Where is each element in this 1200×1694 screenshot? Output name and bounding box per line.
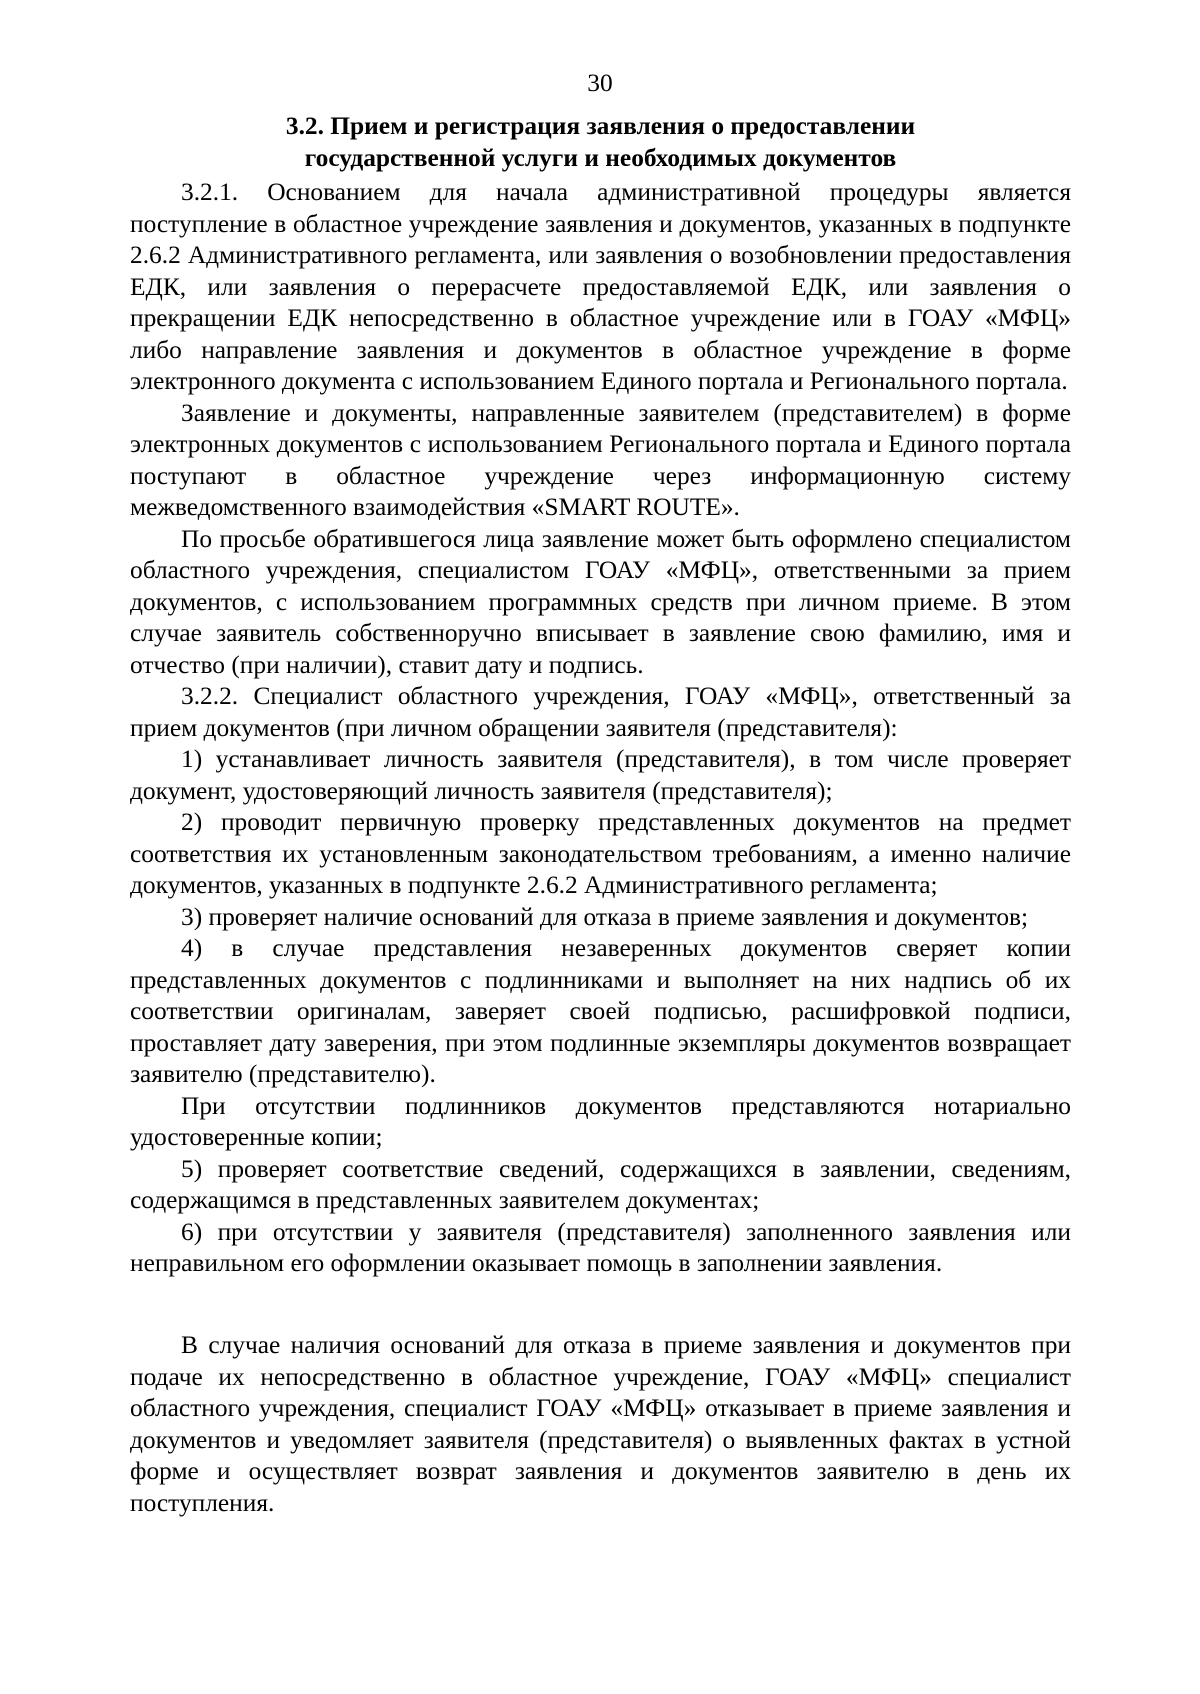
paragraph-3-2-1: 3.2.1. Основанием для начала административной процедуры является поступление в областное учреждение заявления и документов, указанных в подпункте 2.6.2 Административного регламента, или заявления о возобновлении предоставления ЕДК, или заявления о перерасчете предоставляемой ЕДК, или заявления о прекращении ЕДК непосредственно в областное учреждение или в ГОАУ «МФЦ» либо направление заявления и документов в областное учреждение в форме электронного документа с использованием Единого портала и Регионального портала. xyxy=(130,178,1071,395)
paragraph-electronic-submission: Заявление и документы, направленные заявителем (представителем) в форме электронных документов с использованием Регионального портала и Единого портала поступают в областное учреждение через информационную систему межведомственного взаимодействия «SMART ROUTE». xyxy=(130,398,1071,521)
document-body-closing xyxy=(130,1330,1071,1519)
paragraph-refusal: В случае наличия оснований для отказа в приеме заявления и документов при подаче их непосредственно в областное учреждение, ГОАУ «МФЦ» специалист областного учреждения, специалист ГОАУ «МФЦ» отказывает в приеме заявления и документов и уведомляет заявителя (представителя) о выявленных фактах в устной форме и осуществляет возврат заявления и документов заявителю в день их поступления. xyxy=(130,1331,1071,1517)
section-heading xyxy=(130,111,1071,174)
list-item-4: 4) в случае представления незаверенных документов сверяет копии представленных документов с подлинниками и выполняет на них надпись об их соответствии оригиналам, заверяет своей подписью, расшифровкой подписи, проставляет дату заверения, при этом подлинные экземпляры документов возвращает заявителю (представителю). xyxy=(130,934,1071,1088)
document-body xyxy=(130,177,1071,1280)
list-item-2: 2) проводит первичную проверку представленных документов на предмет соответствия их установленным законодательством требованиям, а именно наличие документов, указанных в подпункте 2.6.2 Административного регламента; xyxy=(130,808,1071,899)
paragraph-notarized-copies: При отсутствии подлинников документов представляются нотариально удостоверенные копии; xyxy=(130,1091,1071,1151)
page-number: 30 xyxy=(587,69,613,97)
list-item-6: 6) при отсутствии у заявителя (представителя) заполненного заявления или неправильном его оформлении оказывает помощь в заполнении заявления. xyxy=(130,1217,1071,1277)
list-item-1: 1) устанавливает личность заявителя (представителя), в том числе проверяет документ, удостоверяющий личность заявителя (представителя); xyxy=(130,745,1071,805)
section-heading-line-2: государственной услуги и необходимых документов xyxy=(304,143,897,172)
paragraph-3-2-2: 3.2.2. Специалист областного учреждения, ГОАУ «МФЦ», ответственный за прием документов (при личном обращении заявителя (представителя): xyxy=(130,682,1071,742)
section-heading-line-1: 3.2. Прием и регистрация заявления о предоставлении xyxy=(285,112,916,140)
paragraph-form-by-specialist: По просьбе обратившегося лица заявление может быть оформлено специалистом областного учреждения, специалистом ГОАУ «МФЦ», ответственными за прием документов, с использованием программных средств при личном приеме. В этом случае заявитель собственноручно вписывает в заявление свою фамилию, имя и отчество (при наличии), ставит дату и подпись. xyxy=(130,524,1071,679)
list-item-5: 5) проверяет соответствие сведений, содержащихся в заявлении, сведениям, содержащимся в представленных заявителем документах; xyxy=(130,1154,1071,1214)
list-item-3: 3) проверяет наличие оснований для отказа в приеме заявления и документов; xyxy=(181,902,1029,931)
